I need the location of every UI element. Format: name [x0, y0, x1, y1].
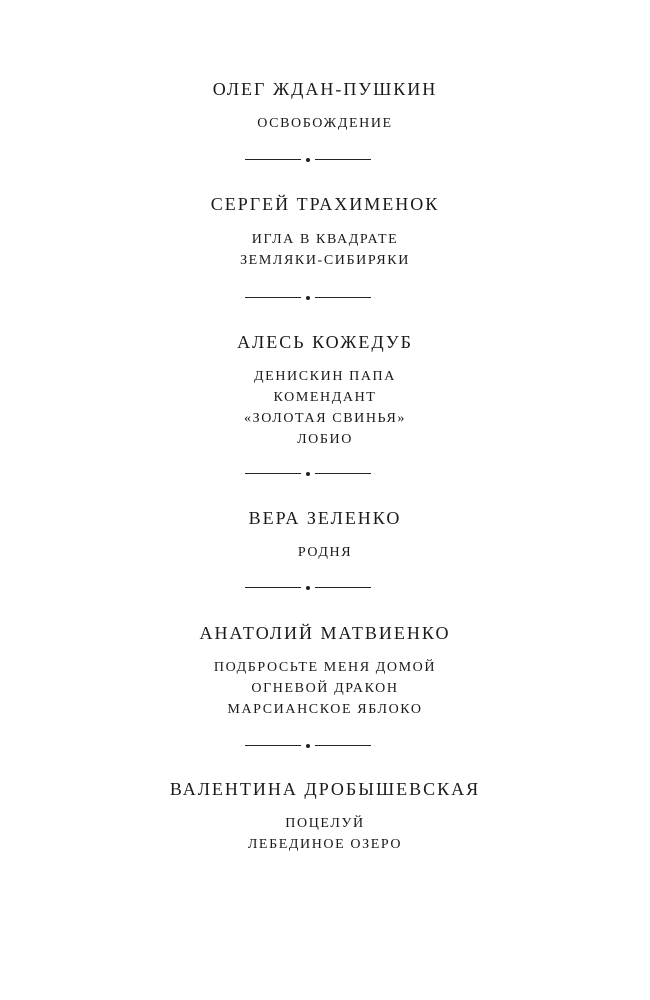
works-list [0, 113, 650, 134]
divider-line [245, 473, 301, 474]
work-title: ИГЛА В КВАДРАТЕ [251, 232, 399, 247]
author-name: СЕРГЕЙ ТРАХИМЕНОК [210, 194, 440, 214]
ornamental-divider [245, 470, 371, 478]
divider-line [315, 473, 371, 474]
work-title: ПОЦЕЛУЙ [285, 816, 365, 831]
divider-line [315, 159, 371, 160]
work-title: «ЗОЛОТАЯ СВИНЬЯ» [244, 411, 406, 426]
work-title: ЛЕБЕДИНОЕ ОЗЕРО [247, 837, 403, 852]
works-list [0, 657, 650, 720]
author-name: АЛЕСЬ КОЖЕДУБ [237, 332, 413, 352]
divider-line [245, 745, 301, 746]
work-title: ЗЕМЛЯКИ-СИБИРЯКИ [240, 253, 410, 268]
divider-line [315, 587, 371, 588]
divider-line [315, 745, 371, 746]
divider-dot-icon [306, 296, 310, 300]
divider-dot-icon [306, 158, 310, 162]
work-title: ДЕНИСКИН ПАПА [254, 369, 396, 384]
divider-line [245, 587, 301, 588]
works-list [0, 542, 650, 563]
ornamental-divider [245, 584, 371, 592]
divider-dot-icon [306, 586, 310, 590]
works-list [0, 229, 650, 271]
author-name: ВЕРА ЗЕЛЕНКО [248, 508, 402, 528]
work-title: МАРСИАНСКОЕ ЯБЛОКО [227, 702, 423, 717]
divider-line [245, 297, 301, 298]
divider-dot-icon [306, 744, 310, 748]
divider-line [315, 297, 371, 298]
ornamental-divider [245, 156, 371, 164]
ornamental-divider [245, 742, 371, 750]
work-title: ОГНЕВОЙ ДРАКОН [251, 681, 399, 696]
works-list [0, 813, 650, 855]
author-name: ОЛЕГ ЖДАН-ПУШКИН [212, 79, 438, 99]
work-title: ПОДБРОСЬТЕ МЕНЯ ДОМОЙ [213, 660, 437, 675]
work-title: ОСВОБОЖДЕНИЕ [257, 116, 393, 131]
work-title: КОМЕНДАНТ [273, 390, 377, 405]
ornamental-divider [245, 294, 371, 302]
author-name: ВАЛЕНТИНА ДРОБЫШЕВСКАЯ [169, 779, 481, 799]
works-list [0, 366, 650, 450]
work-title: РОДНЯ [297, 545, 353, 560]
work-title: ЛОБИО [297, 432, 353, 447]
divider-dot-icon [306, 472, 310, 476]
divider-line [245, 159, 301, 160]
author-name: АНАТОЛИЙ МАТВИЕНКО [199, 623, 451, 643]
